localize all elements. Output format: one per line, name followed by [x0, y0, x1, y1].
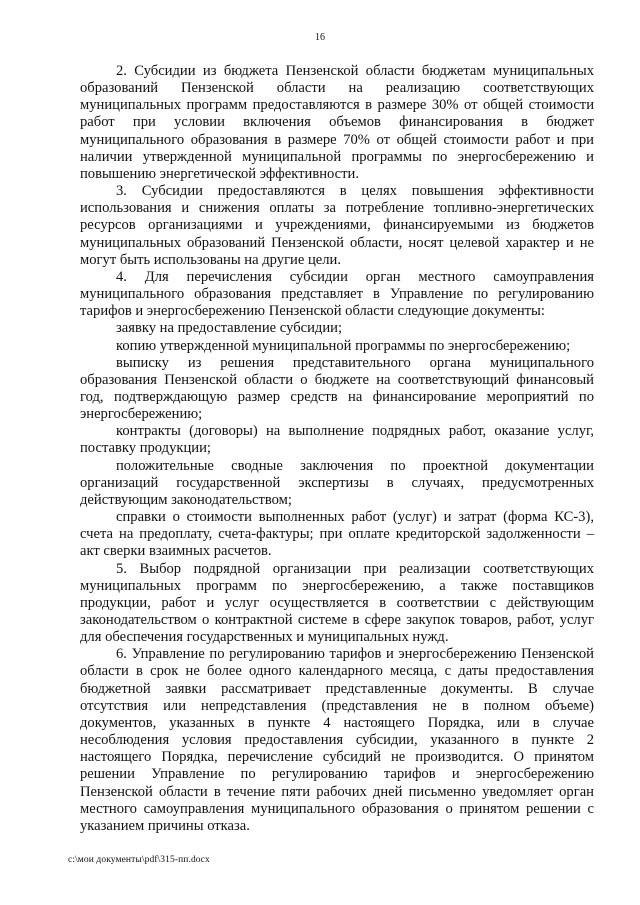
document-list-item: положительные сводные заключения по проектной документации организаций государственной экспертизы в случаях, предусмотренных действующим законодательством;	[80, 457, 594, 508]
document-list-item: выписку из решения представительного органа муниципального образования Пензенской области о бюджете на соответствующий финансовый год, подтверждающую размер средств на финансирование мероприятий по энергосбережению;	[80, 354, 594, 423]
document-list-item: копию утвержденной муниципальной программы по энергосбережению;	[116, 337, 571, 354]
paragraph-3-subsidy-purpose: 3. Субсидии предоставляются в целях повышения эффективности использования и снижения оплаты за потребление топливно-энергетических ресурсов организациями и учреждениями, финансируемыми из бюджетов муниципальных образований Пензенской области, носят целевой характер и не могут быть использованы на другие цели.	[80, 183, 594, 268]
paragraph-6-review-procedure: 6. Управление по регулированию тарифов и энергосбережению Пензенской области в срок не более одного календарного месяца, с даты предоставления бюджетной заявки рассматривает представленные документы. В случае отсутствия или непредставления (представления не в полном объеме) документов, указанных в пункте 4 настоящего Порядка, или в случае несоблюдения условия предоставления субсидии, указанного в пункте 2 настоящего Порядка, перечисление субсидий не производится. О принятом решении Управление по регулированию тарифов и энергосбережению Пензенской области в течение пяти рабочих дней письменно уведомляет орган местного самоуправления муниципального образования о принятом решении с указанием причины отказа.	[80, 646, 594, 834]
paragraph-5-contractor-selection: 5. Выбор подрядной организации при реализации соответствующих муниципальных программ по энергосбережению, а также поставщиков продукции, работ и услуг осуществляется в соответствии с действующим законодательством о контрактной системе в сфере закупок товаров, работ, услуг для обеспечения государственных и муниципальных нужд.	[80, 560, 594, 646]
footer-file-path: c:\мои документы\pdf\315-пп.docx	[68, 855, 210, 865]
page-number: 16	[315, 32, 325, 43]
document-list-item: заявку на предоставление субсидии;	[116, 320, 343, 337]
document-list-item: контракты (договоры) на выполнение подрядных работ, оказание услуг, поставку продукции;	[80, 423, 594, 457]
paragraph-2-subsidy-amount: 2. Субсидии из бюджета Пензенской области бюджетам муниципальных образований Пензенской области на реализацию соответствующих муниципальных программ предоставляются в размере 30% от общей стоимости работ при условии включения объемов финансирования в бюджет муниципального образования в размере 70% от общей стоимости работ и при наличии утвержденной муниципальной программы по энергосбережению и повышению энергетической эффективности.	[80, 63, 594, 182]
document-list-item: справки о стоимости выполненных работ (услуг) и затрат (форма КС-3), счета на предоплату, счета-фактуры; при оплате кредиторской задолженности – акт сверки взаимных расчетов.	[80, 509, 594, 560]
paragraph-4-required-documents: 4. Для перечисления субсидии орган местного самоуправления муниципального образования представляет в Управление по регулированию тарифов и энергосбережению Пензенской области следующие документы:	[80, 268, 594, 320]
document-body	[80, 63, 594, 835]
